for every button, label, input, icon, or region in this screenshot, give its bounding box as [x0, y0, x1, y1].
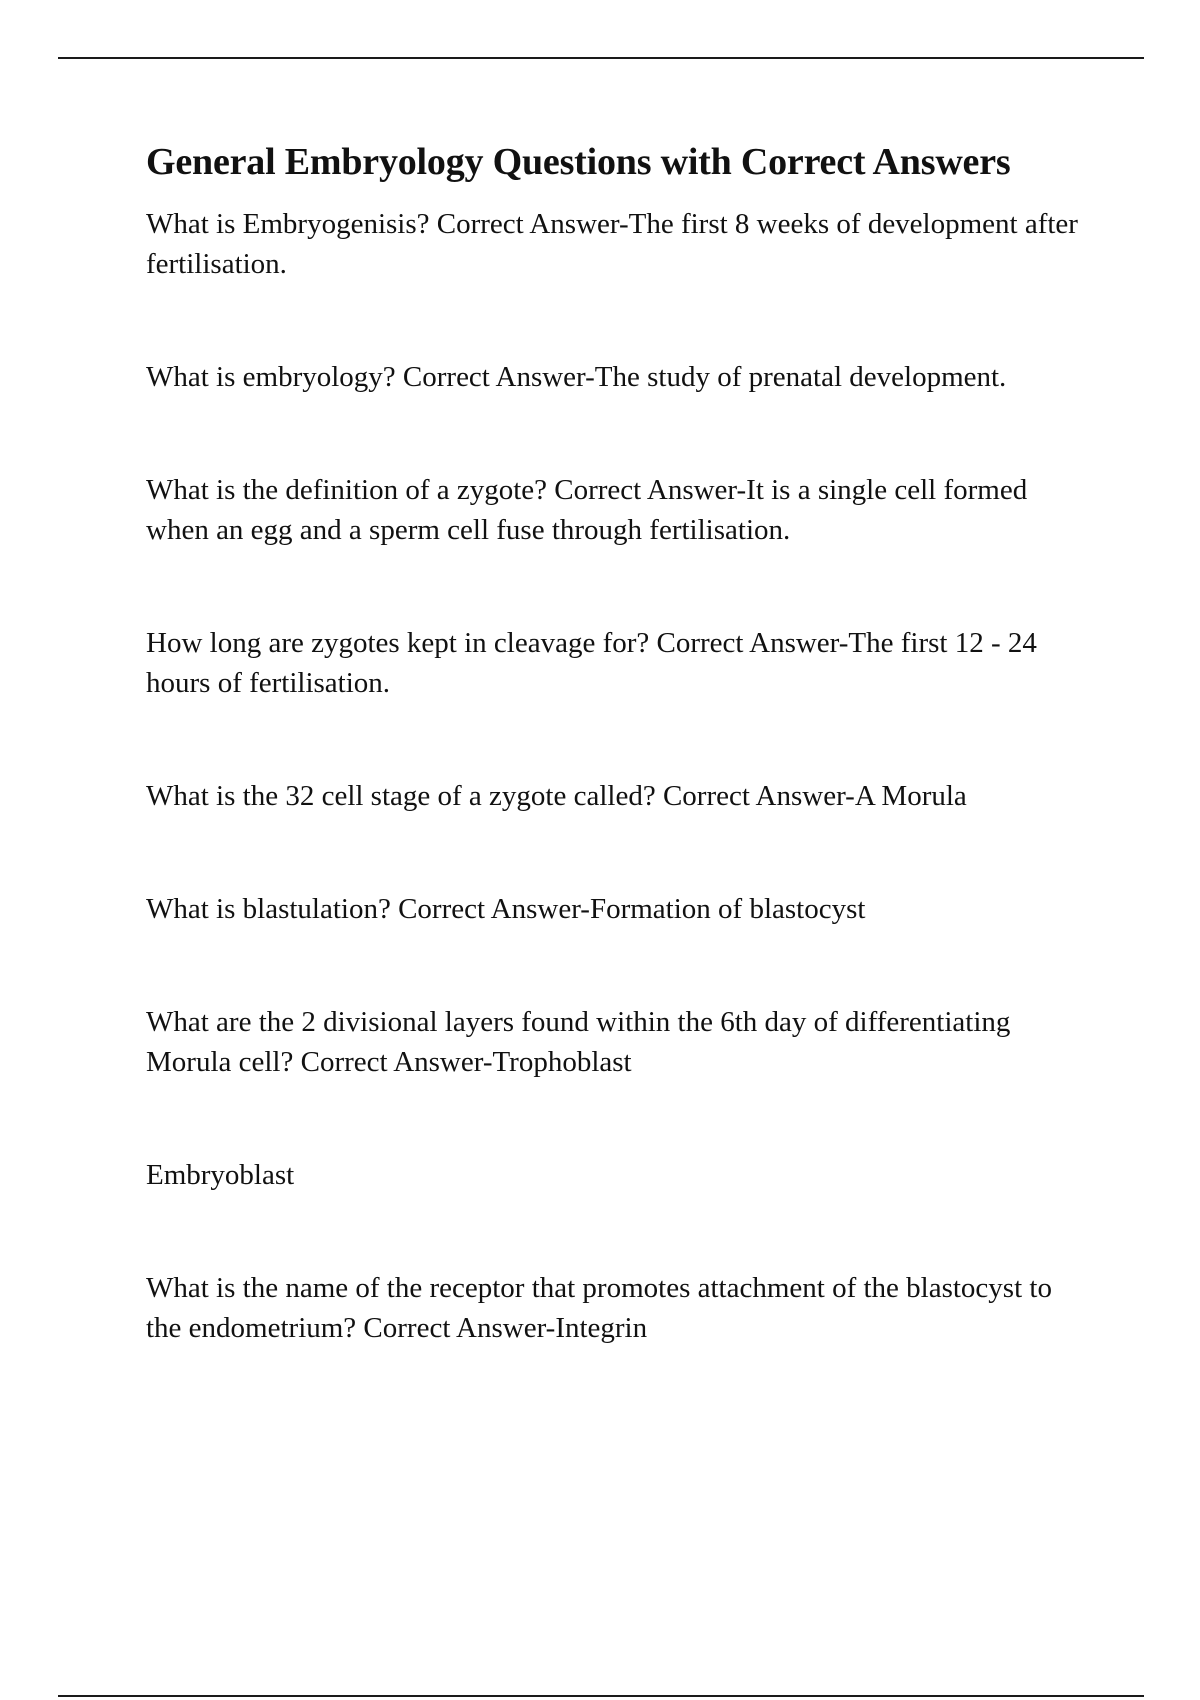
qa-item-integrin-receptor: What is the name of the receptor that promotes attachment of the blastocyst to the endometrium? Correct Answer-Integrin: [146, 1271, 1052, 1344]
header-rule: [58, 57, 1144, 59]
qa-list: [146, 204, 1086, 1348]
qa-item-blastulation: What is blastulation? Correct Answer-Formation of blastocyst: [146, 892, 866, 925]
qa-item-embryology: What is embryology? Correct Answer-The study of prenatal development.: [146, 360, 1007, 393]
qa-item-divisional-layers: What are the 2 divisional layers found within the 6th day of differentiating Morula cell? Correct Answer-Trophoblast: [146, 1005, 1011, 1078]
qa-item-32-cell-stage: What is the 32 cell stage of a zygote called? Correct Answer-A Morula: [146, 779, 967, 812]
document-body: [146, 140, 1086, 1348]
qa-item-embryoblast: Embryoblast: [146, 1158, 295, 1191]
footer-rule: [58, 1695, 1144, 1697]
qa-item-cleavage-duration: How long are zygotes kept in cleavage for? Correct Answer-The first 12 - 24 hours of fertilisation.: [146, 626, 1037, 699]
qa-item-zygote-definition: What is the definition of a zygote? Correct Answer-It is a single cell formed when an egg and a sperm cell fuse through fertilisation.: [146, 473, 1028, 546]
document-title: General Embryology Questions with Correct Answers: [146, 141, 1011, 183]
qa-item-embryogenesis: What is Embryogenisis? Correct Answer-The first 8 weeks of development after fertilisation.: [146, 207, 1078, 280]
